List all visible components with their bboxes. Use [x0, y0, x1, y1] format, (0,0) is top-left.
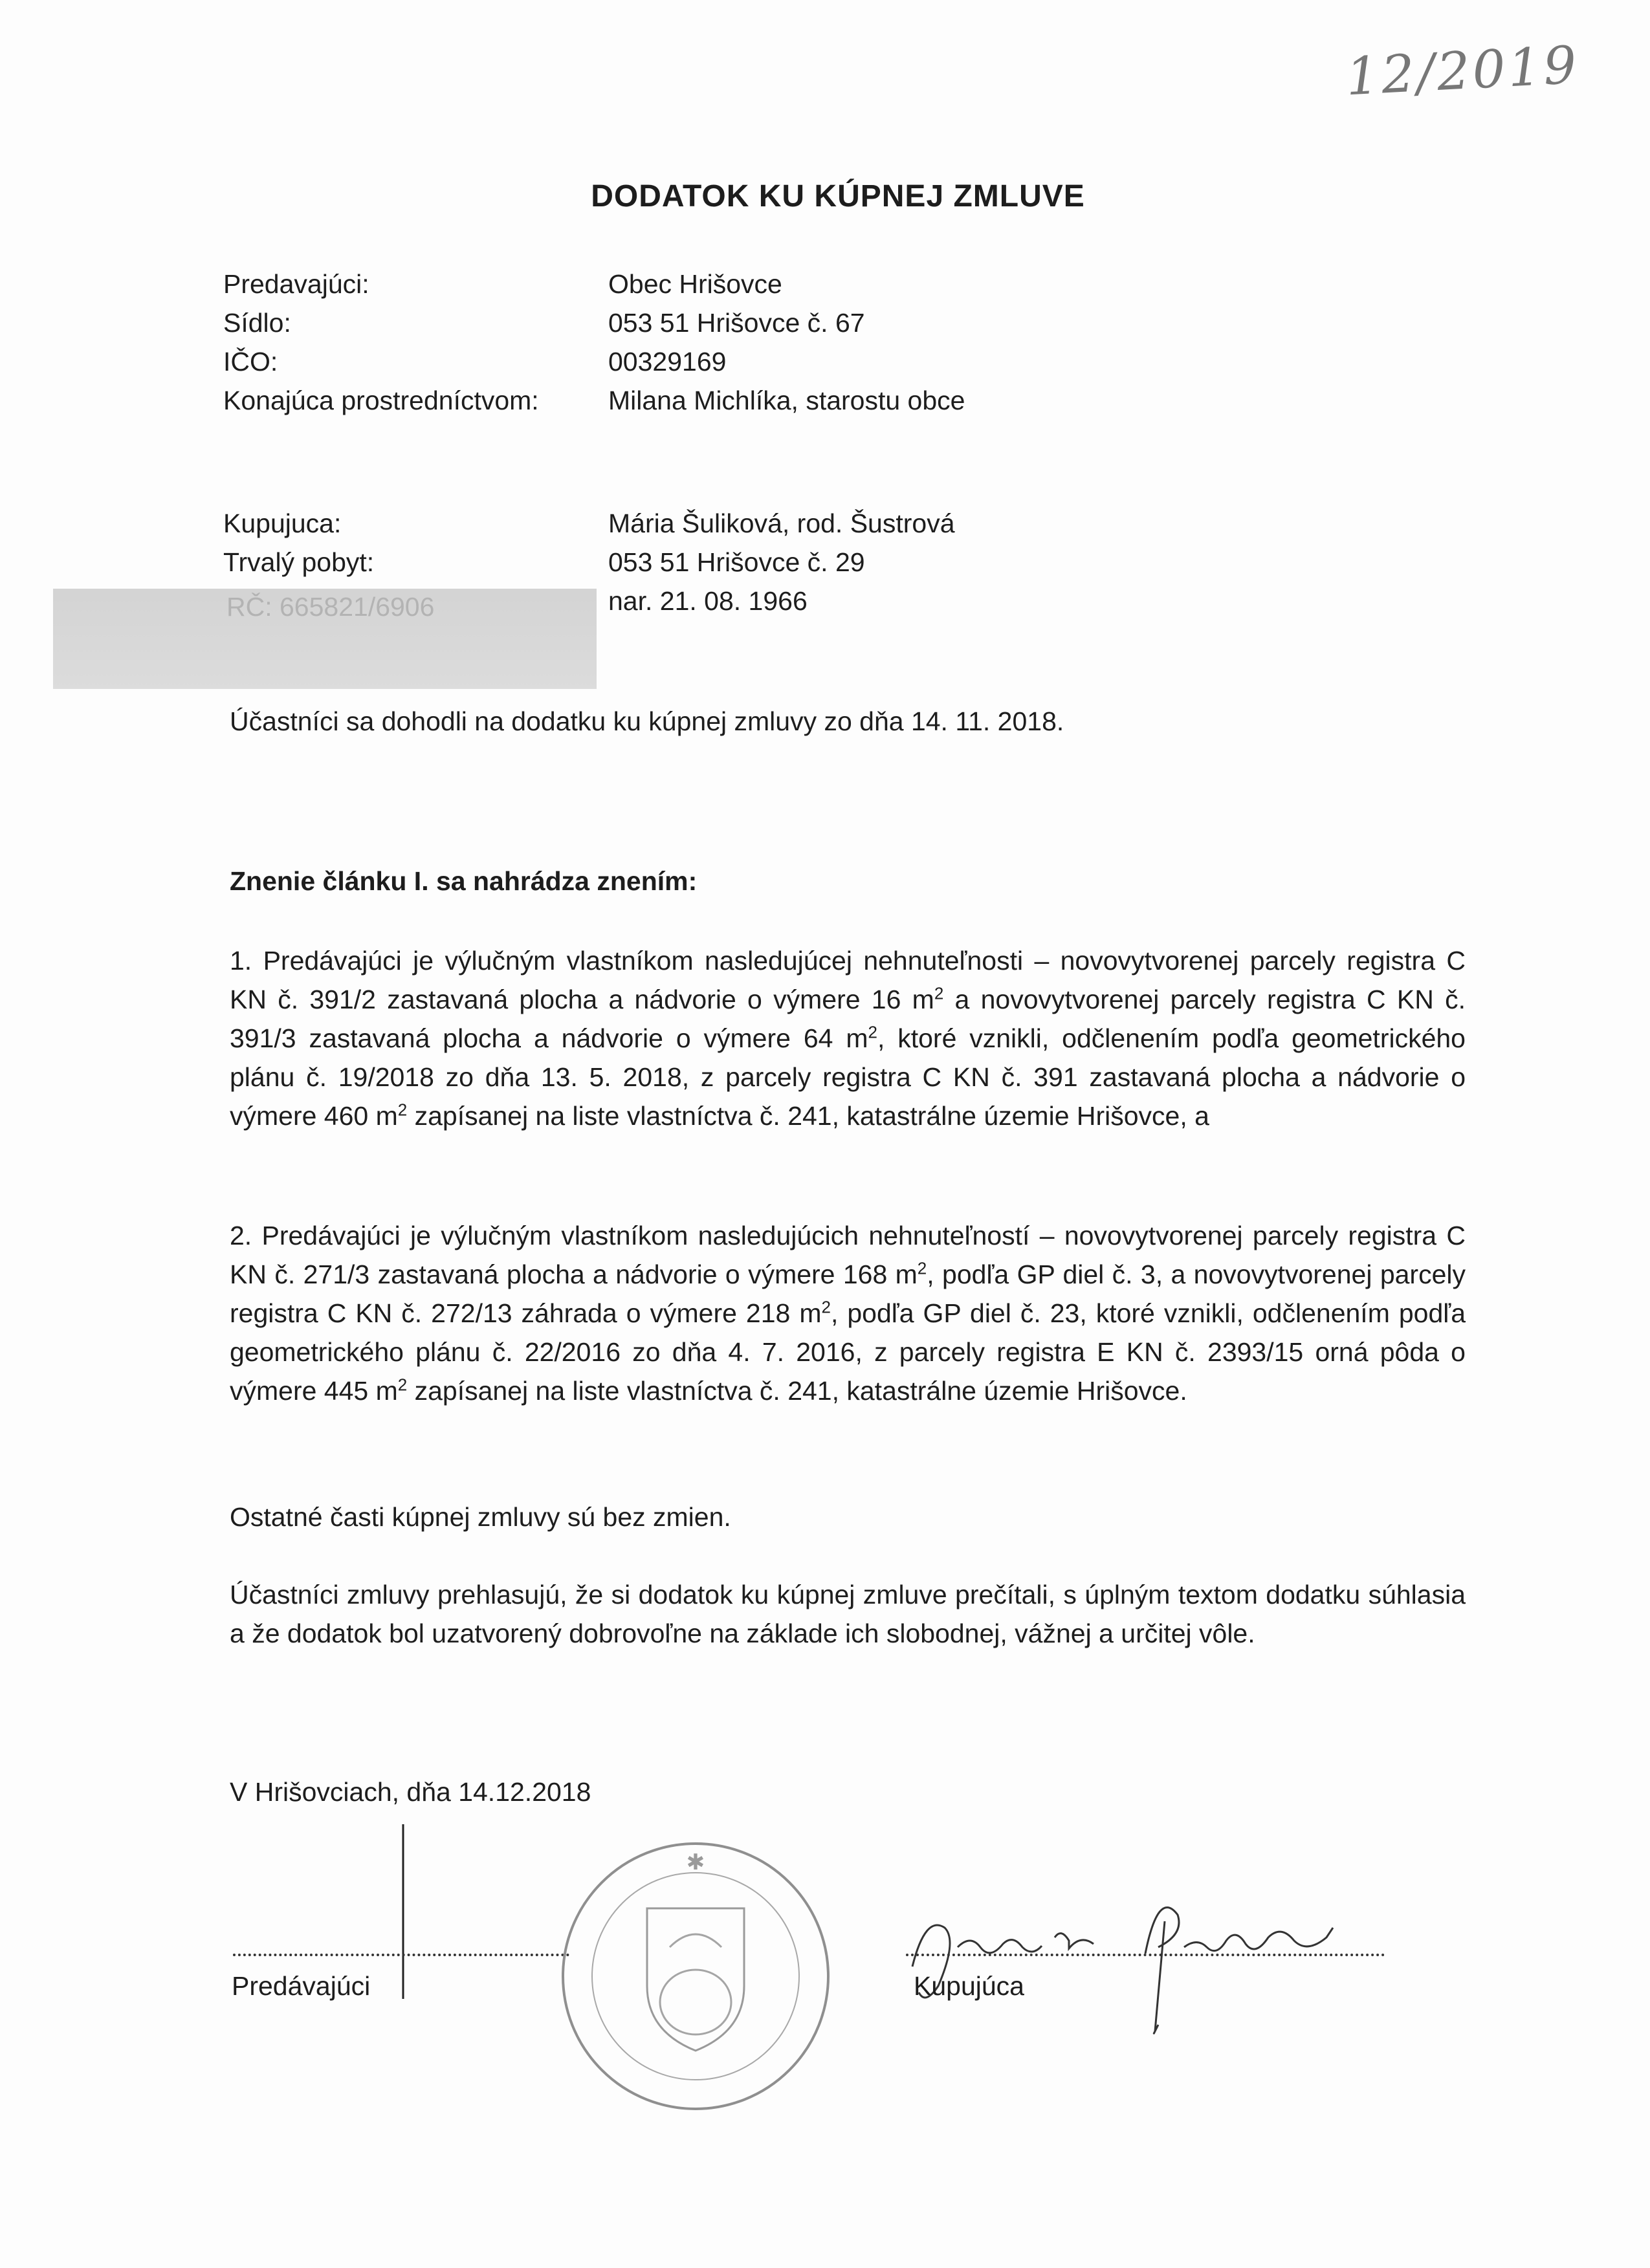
seller-value: Obec Hrišovce [608, 269, 782, 300]
superscript: 2 [934, 983, 944, 1003]
handwritten-mark [399, 1824, 407, 1999]
buyer-row [223, 543, 1194, 582]
buyer-row [223, 505, 1194, 543]
seller-row [223, 382, 1194, 420]
document-title: DODATOK KU KÚPNEJ ZMLUVE [591, 179, 1085, 213]
superscript: 2 [397, 1100, 408, 1120]
seller-signature-line [233, 1954, 569, 1956]
seller-value: Milana Michlíka, starostu obce [608, 386, 965, 416]
buyer-value: nar. 21. 08. 1966 [608, 586, 808, 616]
buyer-value: Mária Šuliková, rod. Šustrová [608, 508, 955, 539]
clause-1-text: a novovytvorenej parcely registra C KN č. 391/3 zastavaná plocha a nádvorie o výmere 64 m [230, 985, 1466, 1053]
seller-value: 053 51 Hrišovce č. 67 [608, 308, 865, 338]
superscript: 2 [917, 1258, 927, 1278]
clause-2-text: 2. Predávajúci je výlučným vlastníkom nasledujúcich nehnuteľností – novovytvorenej parcely registra C KN č. 271/3 zastavaná plocha a nádvorie o výmere 168 m [230, 1221, 1466, 1289]
other-parts-sentence: Ostatné časti kúpnej zmluvy sú bez zmien. [230, 1502, 731, 1532]
seller-key: Predavajúci: [223, 269, 369, 300]
handwritten-document-number: 12/2019 [1344, 34, 1581, 107]
buyer-info [223, 505, 1194, 621]
place-and-date: V Hrišovciach, dňa 14.12.2018 [230, 1777, 591, 1807]
superscript: 2 [397, 1375, 408, 1395]
superscript: 2 [821, 1297, 831, 1317]
buyer-key: Trvalý pobyt: [223, 547, 375, 578]
clause-1-text: zapísanej na liste vlastníctva č. 241, katastrálne územie Hrišovce, a [407, 1101, 1209, 1131]
seller-label: Predávajúci [232, 1971, 371, 2001]
seller-value: 00329169 [608, 347, 727, 377]
clause-2 [230, 1216, 1466, 1410]
buyer-key: Kupujuca: [223, 508, 342, 539]
svg-text:✱: ✱ [686, 1849, 705, 1875]
clause-1-text: , ktoré vznikli, odčlenením podľa geometrického plánu č. 19/2018 zo dňa 13. 5. 2018, z parcely registra C KN č. 391 zastavaná plocha a nádvorie o výmere 460 m [230, 1023, 1466, 1131]
clause-1 [230, 941, 1466, 1135]
seller-row [223, 265, 1194, 304]
redacted-birth-number: RČ: 665821/6906 [226, 592, 435, 622]
clause-2-text: , podľa GP diel č. 3, a novovytvorenej parcely registra C KN č. 272/13 záhrada o výmere 218 m [230, 1259, 1466, 1328]
seller-info [223, 265, 1194, 420]
seller-key: Konajúca prostredníctvom: [223, 386, 539, 416]
buyer-label: Kupujúca [914, 1971, 1024, 2001]
buyer-value: 053 51 Hrišovce č. 29 [608, 547, 865, 578]
declaration-paragraph: Účastníci zmluvy prehlasujú, že si dodatok ku kúpnej zmluve prečítali, s úplným textom dodatku súhlasia a že dodatok bol uzatvorený dobrovoľne na základe ich slobodnej, vážnej a určitej vôle. [230, 1580, 1466, 1648]
buyer-row [223, 582, 1194, 621]
handwritten-signature [899, 1876, 1365, 2044]
seller-row [223, 343, 1194, 382]
superscript: 2 [868, 1022, 877, 1042]
article-heading: Znenie článku I. sa nahrádza znením: [230, 866, 698, 896]
clause-2-text: , podľa GP diel č. 23, ktoré vznikli, odčlenením podľa geometrického plánu č. 22/2016 zo dňa 4. 7. 2016, z parcely registra E KN č. 2393/15 orná pôda o výmere 445 m [230, 1298, 1466, 1406]
seller-row [223, 304, 1194, 343]
seller-key: Sídlo: [223, 308, 291, 338]
municipal-stamp [556, 1837, 835, 2115]
seller-key: IČO: [223, 347, 278, 377]
clause-2-text: zapísanej na liste vlastníctva č. 241, katastrálne územie Hrišovce. [407, 1376, 1187, 1406]
clause-1-text: 1. Predávajúci je výlučným vlastníkom nasledujúcej nehnuteľnosti – novovytvorenej parcely registra C KN č. 391/2 zastavaná plocha a nádvorie o výmere 16 m [230, 946, 1466, 1014]
intro-sentence: Účastníci sa dohodli na dodatku ku kúpnej zmluvy zo dňa 14. 11. 2018. [230, 706, 1064, 736]
